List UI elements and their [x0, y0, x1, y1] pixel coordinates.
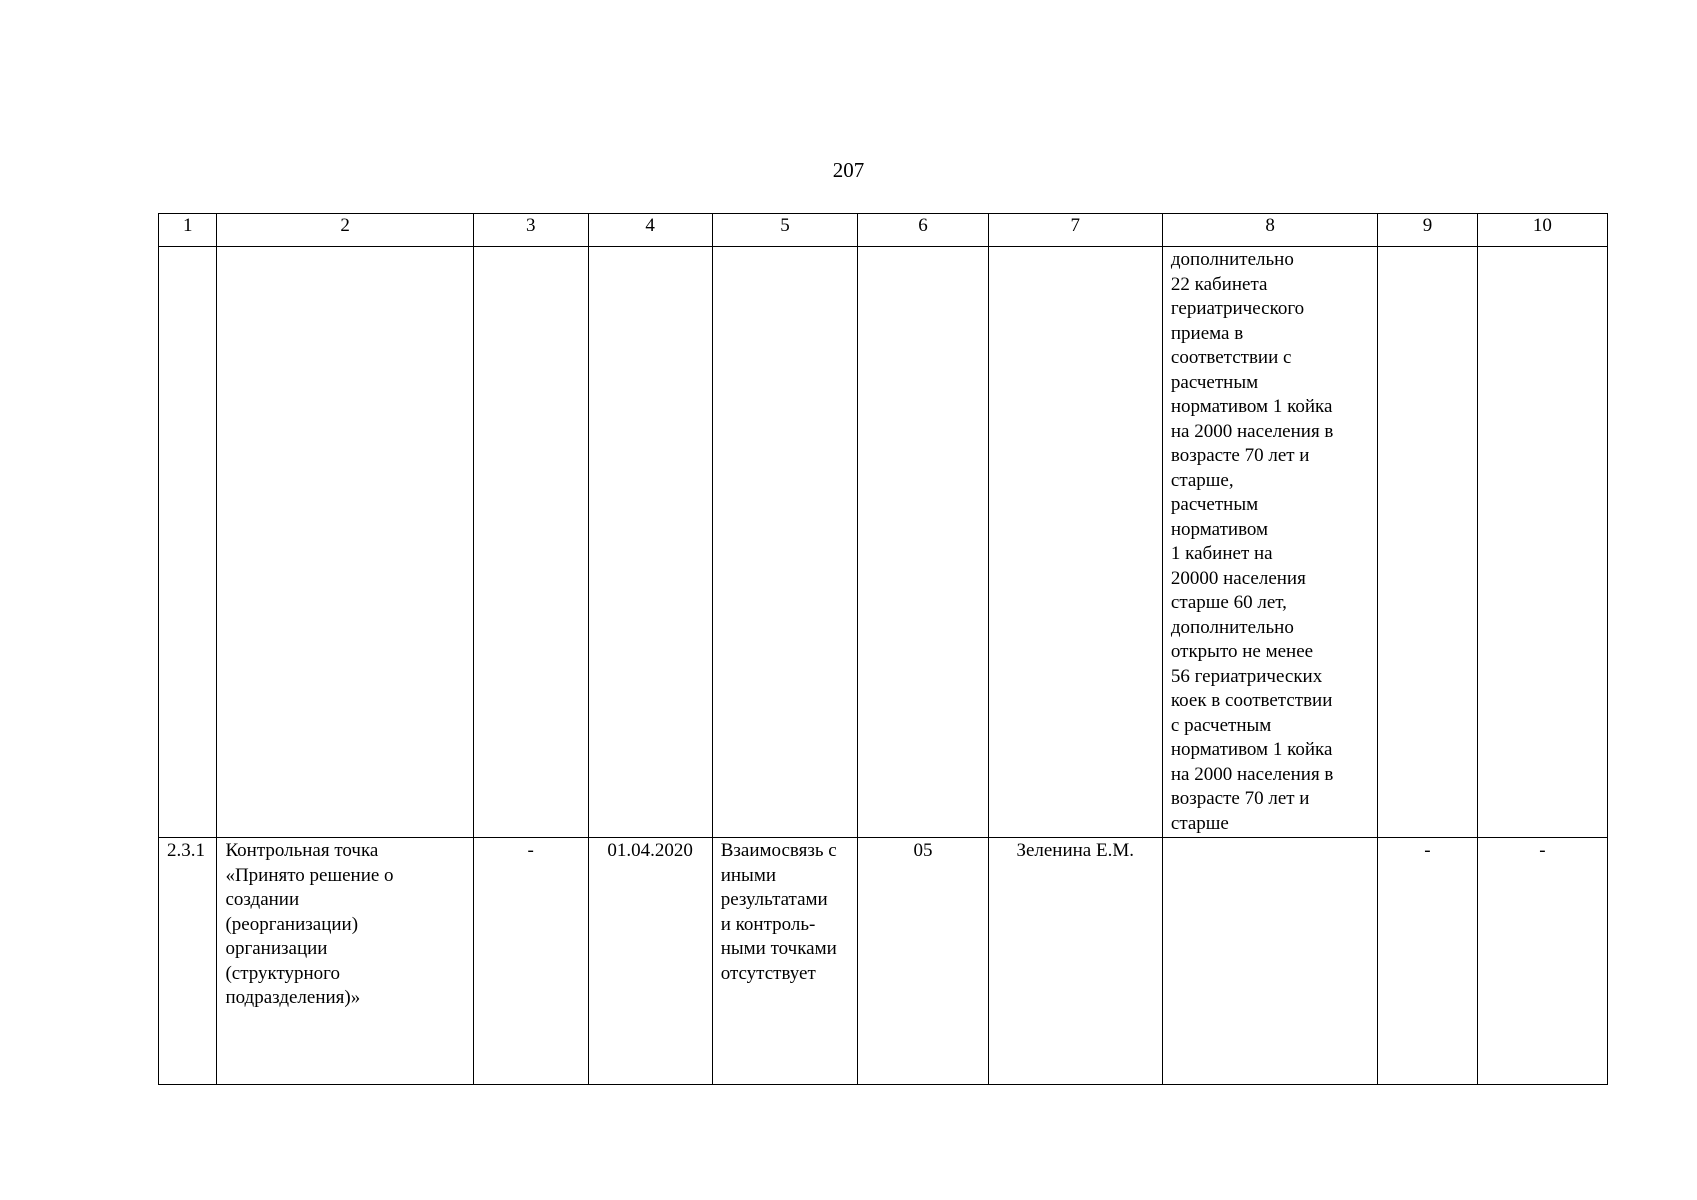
table-cell — [588, 247, 712, 838]
column-header: 3 — [473, 214, 588, 247]
table-row — [159, 838, 1608, 1085]
page-number: 207 — [832, 158, 865, 182]
column-header: 4 — [588, 214, 712, 247]
plan-table — [158, 213, 1608, 1085]
column-header: 9 — [1378, 214, 1477, 247]
table-cell — [858, 247, 988, 838]
column-header: 2 — [217, 214, 473, 247]
relationship-cell: Взаимосвязь с иными результатами и контроль- ными точками отсутствует — [712, 838, 858, 1085]
column-header: 1 — [159, 214, 217, 247]
table-cell: - — [473, 838, 588, 1085]
table-cell — [159, 247, 217, 838]
column-header: 5 — [712, 214, 858, 247]
column-header: 6 — [858, 214, 988, 247]
checkpoint-name-cell: Контрольная точка «Принято решение о создании (реорганизации) организации (структурного подразделения)» — [217, 838, 473, 1085]
table-cell — [1378, 247, 1477, 838]
column-header: 10 — [1477, 214, 1607, 247]
table-cell: - — [1477, 838, 1607, 1085]
item-number-cell: 2.3.1 — [159, 838, 217, 1085]
column-header: 8 — [1162, 214, 1377, 247]
table-cell — [1162, 838, 1377, 1085]
table-row — [159, 247, 1608, 838]
code-cell: 05 — [858, 838, 988, 1085]
column-header: 7 — [988, 214, 1162, 247]
table-cell — [988, 247, 1162, 838]
table-cell — [1477, 247, 1607, 838]
table-cell — [712, 247, 858, 838]
responsible-cell: Зеленина Е.М. — [988, 838, 1162, 1085]
table-cell: - — [1378, 838, 1477, 1085]
column-number-row — [159, 214, 1608, 247]
table-cell — [473, 247, 588, 838]
result-description-cell: дополнительно 22 кабинета гериатрического приема в соответствии с расчетным нормативом 1 койка на 2000 населения в возрасте 70 лет и старше, расчетным нормативом 1 кабинет на 20000 населения старше 60 лет, дополнительно открыто не менее 56 гериатрических коек в соответствии с расчетным нормативом 1 койка на 2000 населения в возрасте 70 лет и старше — [1162, 247, 1377, 838]
date-cell: 01.04.2020 — [588, 838, 712, 1085]
table-cell — [217, 247, 473, 838]
